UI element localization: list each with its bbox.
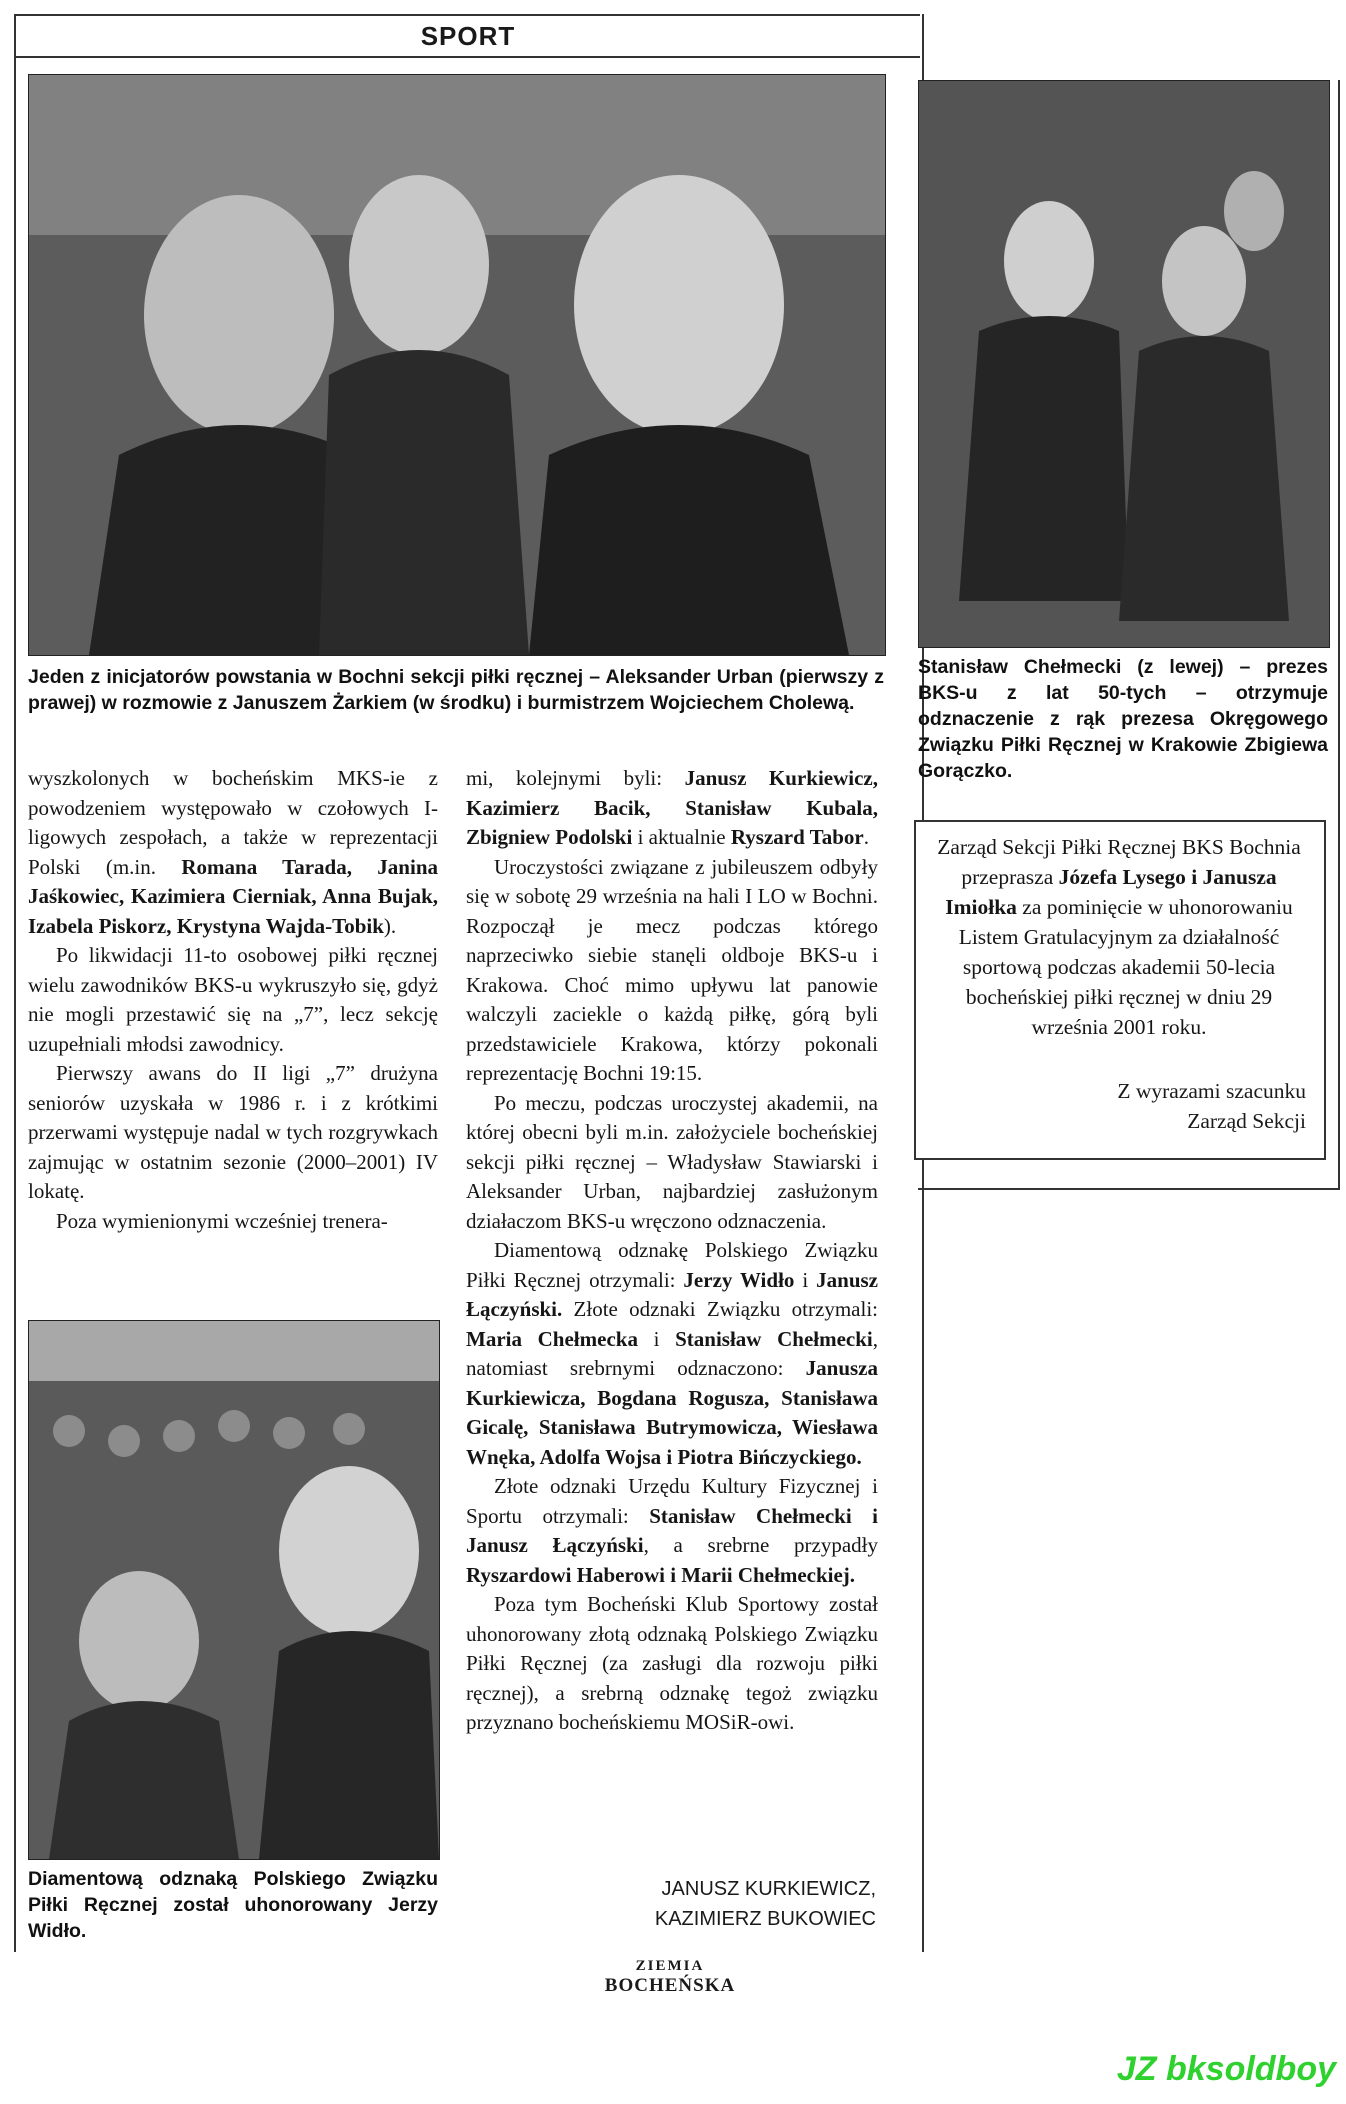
col2-paragraph-4 [466, 1236, 878, 1472]
col2-p4-d: Janusz Łączyński. [466, 1267, 878, 1321]
scan-watermark: JZ bksoldboy [1116, 2050, 1336, 2088]
main-photo-illustration [29, 75, 885, 655]
article-column-2 [466, 764, 878, 1738]
col2-p1-name-tabor: Ryszard Tabor [730, 825, 864, 849]
notice-name-1: Józefa Lysego [1058, 865, 1186, 889]
col2-p4-c: i [794, 1267, 817, 1292]
col2-p4-f: Maria Chełmecka [466, 1326, 638, 1351]
col2-paragraph-2: Uroczystości związane z jubileuszem odbyły się w sobotę 29 września na hali I LO w Bochni. Rozpoczął je mecz podczas którego naprzeciwko siebie stanęli oldboje BKS-u i Krakowa. Choć mimo upływu lat panowie walczyli zaciekle o każdą piłkę, górą byli przedstawiciele Krakowa, którzy pokonali reprezentację Bochni 19:15. [466, 854, 878, 1085]
col1-paragraph-3: Pierwszy awans do II ligi „7” drużyna seniorów uzyskała w 1986 r. i z krótkimi przerwami występuje nadal w tych rozgrywkach zajmując w ostatnim sezonie (2000–2001) IV lokatę. [28, 1061, 438, 1203]
col2-p4-g: i [637, 1326, 676, 1351]
logo-line-2: BOCHEŃSKA [604, 1975, 736, 1996]
col2-paragraph-1 [466, 764, 878, 853]
col1-p1-end: ). [383, 913, 397, 938]
left-bottom-photo [28, 1320, 440, 1860]
left-bottom-photo-caption: Diamentową odznaką Polskiego Związku Piłki Ręcznej został uhonorowany Jerzy Widło. [28, 1868, 438, 1942]
notice-sign-line-1: Z wyrazami szacunku [1117, 1079, 1306, 1103]
col2-paragraph-6: Poza tym Bocheński Klub Sportowy został uhonorowany złotą odznaką Polskiego Związku Piłki Ręcznej (za zasługi dla rozwoju piłki ręcznej), a srebrną odznakę tegoż związku przyznano bocheńskiemu MOSiR-owi. [466, 1592, 878, 1734]
col2-paragraph-3: Po meczu, podczas uroczystej akademii, na której obecni byli m.in. założyciele bocheńskiej sekcji piłki ręcznej – Władysław Stawiarski i Aleksander Urban, najbardziej zasłużonym działaczom BKS-u wręczono odznaczenia. [466, 1090, 878, 1233]
col2-p5-a: Złote odznaki Urzędu Kultury Fizycznej i Sportu otrzymali: [466, 1474, 878, 1528]
col2-p4-e: Złote odznaki Związku otrzymali: [562, 1297, 878, 1321]
right-photo-caption: Stanisław Chełmecki (z lewej) – prezes BKS-u z lat 50-tych – otrzymuje odznaczenie z rąk prezesa Okręgowego Związku Piłki Ręcznej w Krakowie Zbigiewa Gorączko. [918, 656, 1328, 782]
col2-p1-mid: i aktualnie [632, 825, 731, 849]
col2-p4-i: , natomiast srebrnymi odznaczono: [466, 1326, 878, 1380]
col2-p5-b: Stanisław Chełmecki i Janusz Łączyński [466, 1503, 878, 1557]
main-photo-caption: Jeden z inicjatorów powstania w Bochni sekcji piłki ręcznej – Aleksander Urban (pierwszy z prawej) w rozmowie z Januszem Żarkiem (w środku) i burmistrzem Wojciechem Cholewą. [28, 666, 884, 714]
byline-author-1: JANUSZ KURKIEWICZ, [661, 1878, 876, 1900]
col2-p1-end: . [863, 825, 869, 849]
notice-sign-line-2: Zarząd Sekcji [1187, 1109, 1306, 1133]
notice-text [932, 832, 1306, 1042]
article-column-1 [28, 764, 438, 1236]
col2-p1-names: Janusz Kurkiewicz, Kazimierz Bacik, Stanisław Kubala, Zbigniew Podolski [466, 766, 878, 849]
publication-logo [570, 1956, 770, 1996]
main-photo [28, 74, 886, 656]
col2-p5-c: , a srebrne przypadły [643, 1533, 878, 1557]
notice-t3: za pominięcie w uhonorowaniu Listem Gratulacyjnym za działalność sportową podczas akademii 50-lecia bocheńskiej piłki ręcznej w dniu 29 września 2001 roku. [958, 895, 1293, 1039]
col1-p1-text: wyszkolonych w bocheńskim MKS-ie z powodzeniem występowało w czołowych I-ligowych zespołach, a także w reprezentacji Polski (m.in. [28, 766, 438, 879]
col1-p1-names: Romana Tarada, Janina Jaśkowiec, Kazimiera Cierniak, Anna Bujak, Izabela Piskorz, Krystyna Wajda-Tobik [28, 854, 439, 938]
col2-p4-j: Janusza Kurkiewicza, Bogdana Rogusza, Stanisława Gicalę, Stanisława Butrymowicza, Wiesława Wnęka, Adolfa Wojsa i Piotra Bińczyckiego. [466, 1356, 878, 1469]
apology-notice-box [914, 820, 1326, 1160]
section-header: SPORT [16, 14, 920, 58]
right-photo-illustration [919, 81, 1329, 647]
col2-p4-h: Stanisław Chełmecki [675, 1326, 873, 1351]
col1-paragraph-1 [28, 764, 438, 941]
col2-p4-b: Jerzy Widło [683, 1267, 795, 1292]
notice-t1: Zarząd Sekcji Piłki Ręcznej BKS Bochnia przeprasza [937, 835, 1301, 889]
logo-line-1: ZIEMIA [635, 1958, 705, 1974]
byline-author-2: KAZIMIERZ BUKOWIEC [654, 1908, 876, 1930]
col1-paragraph-4: Poza wymienionymi wcześniej trenera- [56, 1208, 388, 1233]
col2-p5-d: Ryszardowi Haberowi i Marii Chełmeckiej. [466, 1562, 856, 1587]
col2-paragraph-5 [466, 1472, 878, 1590]
col2-p1-text: mi, kolejnymi byli: [466, 766, 685, 790]
left-bottom-photo-illustration [29, 1321, 439, 1859]
right-photo [918, 80, 1330, 648]
notice-signature [1117, 1076, 1306, 1136]
col2-p4-a: Diamentową odznakę Polskiego Związku Piłki Ręcznej otrzymali: [466, 1238, 878, 1292]
notice-name-2: i Janusza Imiołka [945, 865, 1277, 919]
article-byline [470, 1874, 876, 1934]
col1-paragraph-2: Po likwidacji 11-to osobowej piłki ręcznej wielu zawodników BKS-u wykruszyło się, gdyż nie mogli przestawić się na „7”, lecz sekcję uzupełniali młodsi zawodnicy. [28, 943, 438, 1056]
